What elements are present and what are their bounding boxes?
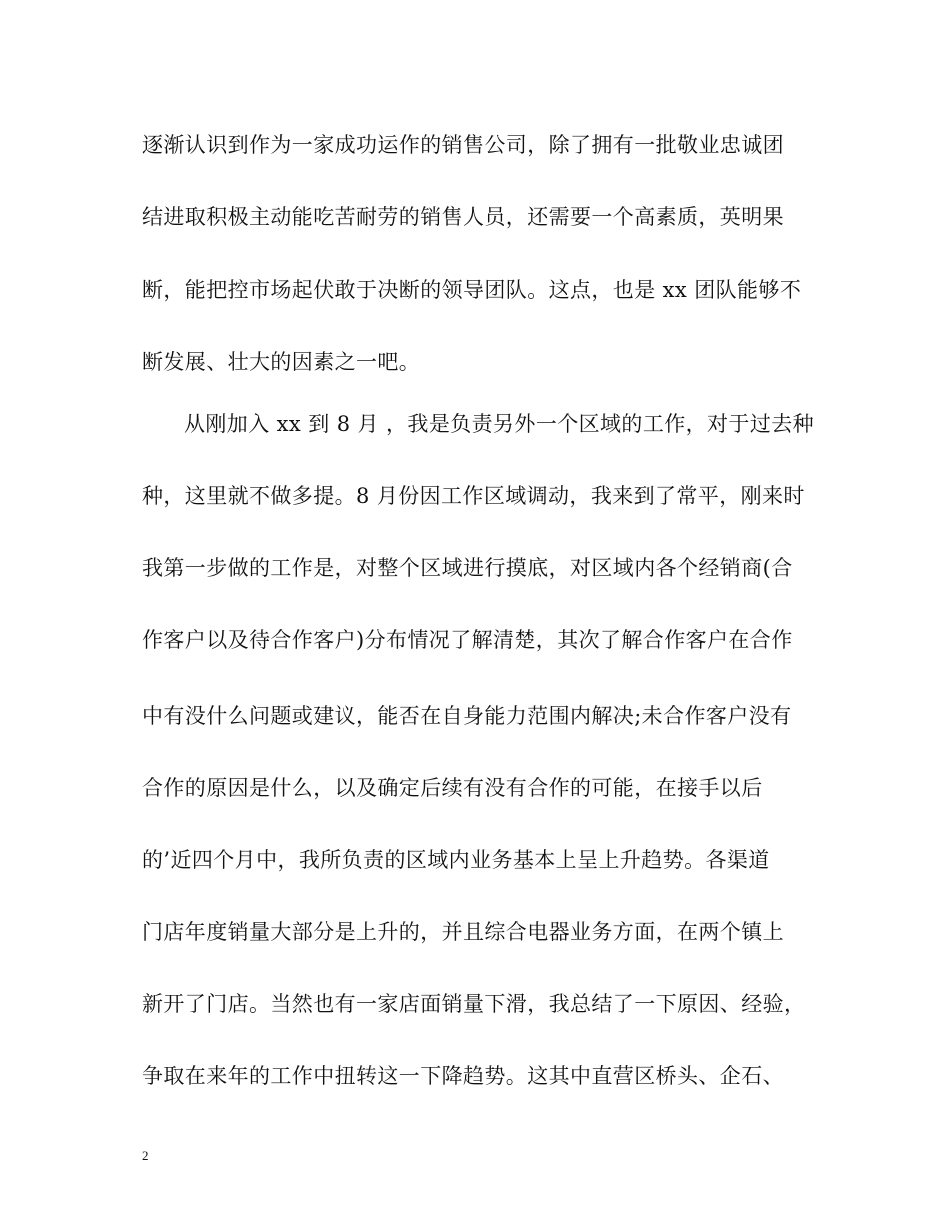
text-line-10: 合作的原因是什么，以及确定后续有没有合作的可能，在接手以后 bbox=[142, 776, 763, 800]
text-line-1: 逐渐认识到作为一家成功运作的销售公司，除了拥有一批敬业忠诚团 bbox=[142, 133, 784, 157]
text-line-12: 门店年度销量大部分是上升的，并且综合电器业务方面，在两个镇上 bbox=[142, 920, 784, 944]
text-line-4: 断发展、壮大的因素之一吧。 bbox=[142, 350, 421, 374]
text-line-7: 我第一步做的工作是，对整个区域进行摸底，对区域内各个经销商(合 bbox=[142, 556, 793, 580]
text-line-14: 争取在来年的工作中扭转这一下降趋势。这其中直营区桥头、企石、 bbox=[142, 1064, 784, 1088]
text-line-2: 结进取积极主动能吃苦耐劳的销售人员，还需要一个高素质，英明果 bbox=[142, 205, 784, 229]
text-line-5: 从刚加入 xx 到 8 月 ，我是负责另外一个区域的工作，对于过去种 bbox=[184, 412, 815, 436]
text-line-9: 中有没什么问题或建议，能否在自身能力范围内解决;未合作客户没有 bbox=[142, 704, 792, 728]
text-line-3: 断，能把控市场起伏敢于决断的领导团队。这点，也是 xx 团队能够不 bbox=[142, 278, 802, 302]
text-line-6: 种，这里就不做多提。8 月份因工作区域调动，我来到了常平，刚来时 bbox=[142, 484, 805, 508]
page-number: 2 bbox=[142, 1148, 149, 1163]
text-line-13: 新开了门店。当然也有一家店面销量下滑，我总结了一下原因、经验， bbox=[142, 992, 806, 1016]
text-line-11: 的’近四个月中，我所负责的区域内业务基本上呈上升趋势。各渠道 bbox=[142, 848, 770, 872]
text-line-8: 作客户以及待合作客户)分布情况了解清楚，其次了解合作客户在合作 bbox=[142, 628, 793, 652]
